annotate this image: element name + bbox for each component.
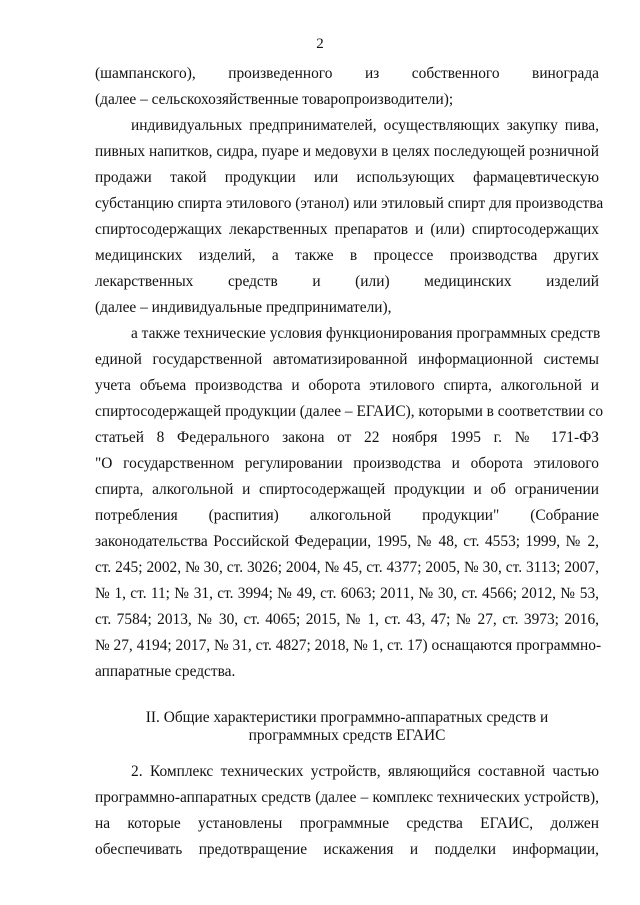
text-line: а также технические условия функционирования программных средств (131, 325, 601, 342)
text-line: статьей 8 Федерального закона от 22 ноября 1995 г. № 171-ФЗ (95, 429, 599, 446)
text-line: аппаратные средства. (95, 663, 236, 680)
text-line: 2. Комплекс технических устройств, являющийся составной частью (131, 763, 599, 780)
text-line: единой государственной автоматизированной информационной системы (95, 351, 599, 368)
text-line: программно-аппаратных средств (далее – комплекс технических устройств), (95, 789, 599, 806)
text-line: на которые установлены программные средства ЕГАИС, должен (95, 815, 599, 832)
text-line: спирта, алкогольной и спиртосодержащей продукции и об ограничении (95, 481, 599, 498)
text-line: (далее – индивидуальные предприниматели), (95, 299, 392, 316)
text-line: индивидуальных предпринимателей, осуществляющих закупку пива, (131, 117, 599, 134)
text-line: законодательства Российской Федерации, 1995, № 48, ст. 4553; 1999, № 2, (95, 533, 599, 550)
text-line: медицинских изделий, а также в процессе производства других (95, 247, 599, 264)
text-line: № 1, ст. 11; № 31, ст. 3994; № 49, ст. 6063; 2011, № 30, ст. 4566; 2012, № 53, (95, 585, 599, 602)
text-line: ст. 245; 2002, № 30, ст. 3026; 2004, № 45, ст. 4377; 2005, № 30, ст. 3113; 2007, (95, 559, 599, 576)
text-line: спиртосодержащих лекарственных препаратов и (или) спиртосодержащих (95, 221, 599, 238)
text-line: учета объема производства и оборота этилового спирта, алкогольной и (95, 377, 599, 394)
text-line: "О государственном регулировании производства и оборота этилового (95, 455, 599, 472)
section-heading-line-2: программных средств ЕГАИС (248, 727, 446, 744)
page-number: 2 (316, 36, 324, 52)
text-line: ст. 7584; 2013, № 30, ст. 4065; 2015, № 1, ст. 43, 47; № 27, ст. 3973; 2016, (95, 611, 599, 628)
section-heading-line-1: II. Общие характеристики программно-аппаратных средств и (145, 709, 549, 726)
text-line: субстанцию спирта этилового (этанол) или этиловый спирт для производства (95, 195, 604, 212)
text-line: (далее – сельскохозяйственные товаропроизводители); (95, 91, 454, 108)
text-line: (шампанского), произведенного из собственного винограда (95, 65, 599, 82)
text-line: пивных напитков, сидра, пуаре и медовухи в целях последующей розничной (95, 143, 599, 160)
text-line: лекарственных средств и (или) медицинских изделий (95, 273, 599, 290)
text-line: обеспечивать предотвращение искажения и подделки информации, (95, 841, 599, 858)
text-line: № 27, 4194; 2017, № 31, ст. 4827; 2018, № 1, ст. 17) оснащаются программно- (95, 637, 602, 654)
text-line: спиртосодержащей продукции (далее – ЕГАИС), которыми в соответствии со (95, 403, 604, 420)
text-line: продажи такой продукции или использующих фармацевтическую (95, 169, 599, 186)
text-line: потребления (распития) алкогольной продукции" (Собрание (95, 507, 599, 524)
